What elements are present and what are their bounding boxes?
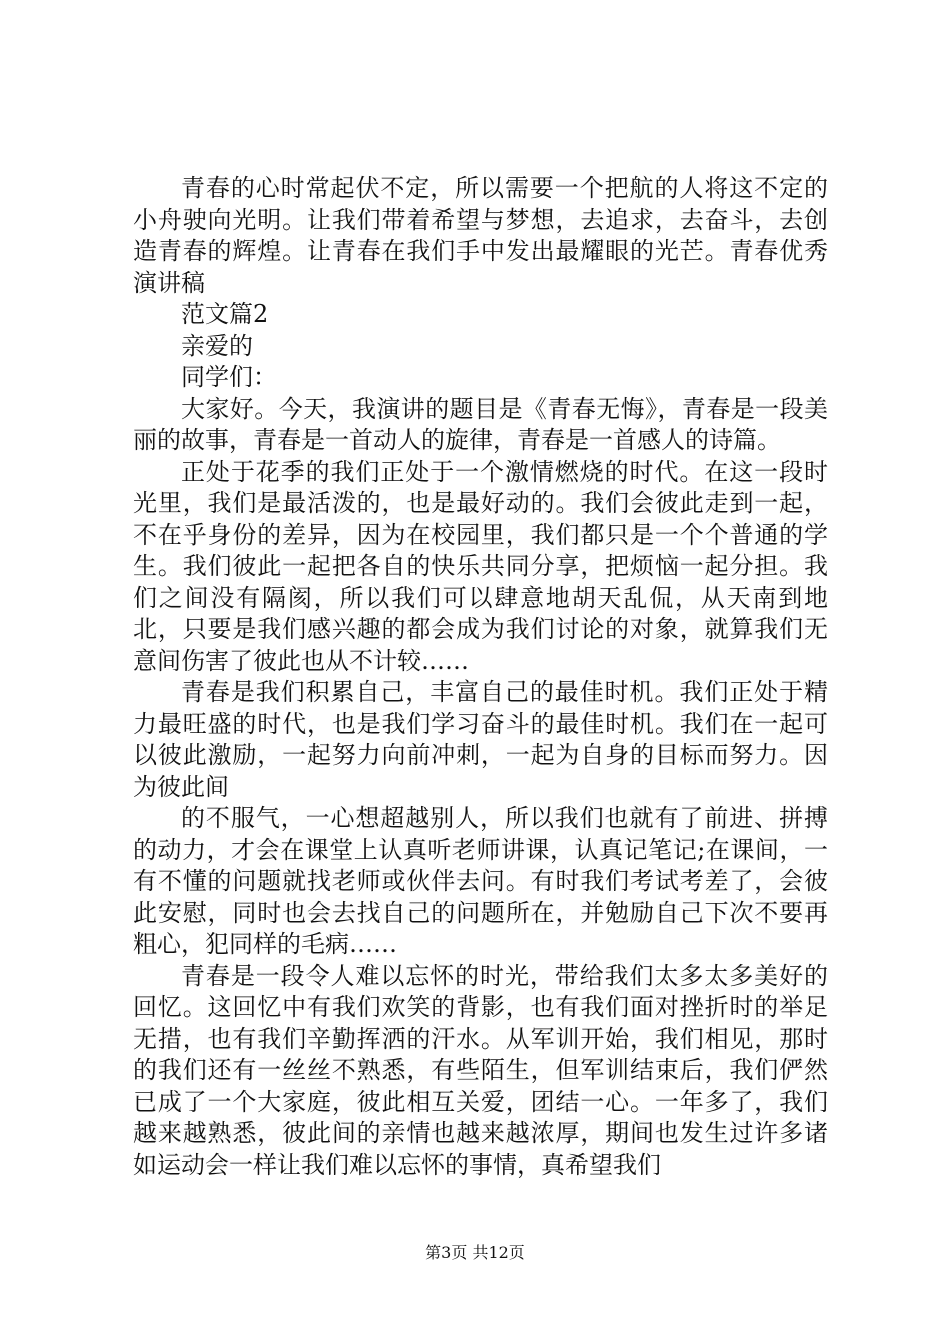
paragraph: 范文篇2 bbox=[181, 300, 269, 328]
paragraph: 亲爱的 bbox=[181, 331, 253, 360]
document-body bbox=[133, 173, 828, 1181]
paragraph: 大家好。今天，我演讲的题目是《青春无悔》，青春是一段美丽的故事，青春是一首动人的旋律，青春是一首感人的诗篇。 bbox=[133, 394, 828, 454]
paragraph: 正处于花季的我们正处于一个激情燃烧的时代。在这一段时光里，我们是最活泼的，也是最好动的。我们会彼此走到一起，不在乎身份的差异，因为在校园里，我们都只是一个个普通的学生。我们彼此一起把各自的快乐共同分享，把烦恼一起分担。我们之间没有隔阂，所以我们可以肆意地胡天乱侃，从天南到地北，只要是我们感兴趣的都会成为我们讨论的对象，就算我们无意间伤害了彼此也从不计较…… bbox=[133, 457, 828, 675]
paragraph: 青春是一段令人难以忘怀的时光，带给我们太多太多美好的回忆。这回忆中有我们欢笑的背影，也有我们面对挫折时的举足无措，也有我们辛勤挥洒的汗水。从军训开始，我们相见，那时的我们还有一丝丝不熟悉，有些陌生，但军训结束后，我们俨然已成了一个大家庭，彼此相互关爱，团结一心。一年多了，我们越来越熟悉，彼此间的亲情也越来越浓厚，期间也发生过许多诸如运动会一样让我们难以忘怀的事情，真希望我们 bbox=[133, 961, 828, 1179]
paragraph: 的不服气，一心想超越别人，所以我们也就有了前进、拼搏的动力，才会在课堂上认真听老师讲课，认真记笔记;在课间，一有不懂的问题就找老师或伙伴去问。有时我们考试考差了，会彼此安慰，同时也会去找自己的问题所在，并勉励自己下次不要再粗心，犯同样的毛病…… bbox=[133, 804, 828, 958]
paragraph: 同学们： bbox=[181, 363, 277, 391]
paragraph: 青春是我们积累自己，丰富自己的最佳时机。我们正处于精力最旺盛的时代，也是我们学习奋斗的最佳时机。我们在一起可以彼此激励，一起努力向前冲刺，一起为自身的目标而努力。因为彼此间 bbox=[133, 678, 828, 801]
page-footer: 第3页 共12页 bbox=[425, 1243, 525, 1262]
paragraph: 青春的心时常起伏不定，所以需要一个把航的人将这不定的小舟驶向光明。让我们带着希望与梦想，去追求，去奋斗，去创造青春的辉煌。让青春在我们手中发出最耀眼的光芒。青春优秀演讲稿 bbox=[133, 174, 828, 297]
